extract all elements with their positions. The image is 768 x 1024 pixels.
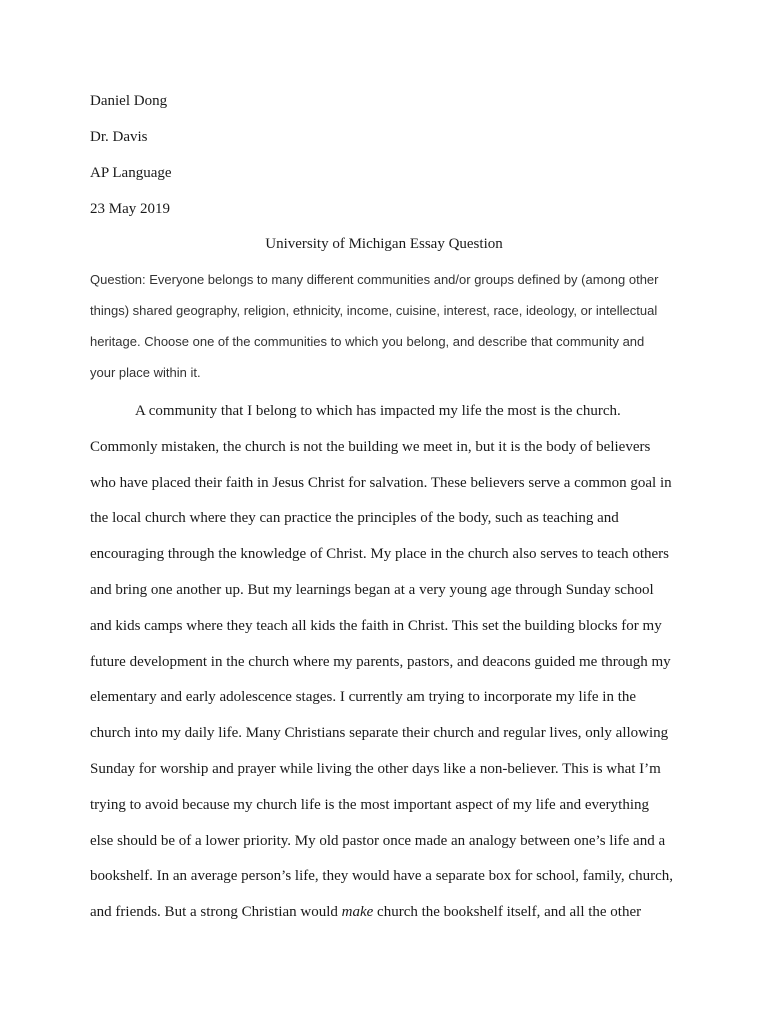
body-line: A community that I belong to which has impacted my life the most is the church. [135,403,621,419]
body-line: bookshelf. In an average person’s life, they would have a separate box for school, family, church, [90,868,673,885]
body-line-last [90,895,690,931]
body-line: future development in the church where my parents, pastors, and deacons guided me through my [90,653,671,670]
author-name: Daniel Dong [90,93,168,109]
last-line-before: and friends. But a strong Christian would [90,904,342,921]
body-line: elementary and early adolescence stages. I currently am trying to incorporate my life in the [90,689,637,706]
body-line: trying to avoid because my church life is the most important aspect of my life and everything [90,796,650,813]
last-line-after: church the bookshelf itself, and all the other [373,904,642,921]
body-line: encouraging through the knowledge of Christ. My place in the church also serves to teach others [90,546,670,563]
prompt-line: things) shared geography, religion, ethnicity, income, cuisine, interest, race, ideology, or intellectual [90,303,658,318]
course-name: AP Language [90,165,172,181]
document-date: 23 May 2019 [90,201,170,217]
essay-prompt [90,264,690,388]
body-line: who have placed their faith in Jesus Christ for salvation. These believers serve a common goal in [90,474,672,491]
body-line: Sunday for worship and prayer while living the other days like a non-believer. This is what I’m [90,760,661,777]
body-line: Commonly mistaken, the church is not the building we meet in, but it is the body of believers [90,438,651,455]
body-line: the local church where they can practice the principles of the body, such as teaching and [90,510,619,527]
prompt-line: your place within it. [90,365,201,380]
prompt-line: heritage. Choose one of the communities to which you belong, and describe that community and [90,334,645,349]
last-line-emphasis: make [341,904,374,921]
body-line: and bring one another up. But my learnings began at a very young age through Sunday school [90,581,654,598]
body-line: and kids camps where they teach all kids the faith in Christ. This set the building blocks for my [90,617,662,634]
prompt-line: Question: Everyone belongs to many different communities and/or groups defined by (among other [90,272,659,287]
body-line: else should be of a lower priority. My old pastor once made an analogy between one’s life and a [90,832,666,849]
body-line: church into my daily life. Many Christians separate their church and regular lives, only allowing [90,725,669,742]
teacher-name: Dr. Davis [90,129,148,145]
essay-title: University of Michigan Essay Question [265,236,503,252]
essay-body [90,394,690,931]
